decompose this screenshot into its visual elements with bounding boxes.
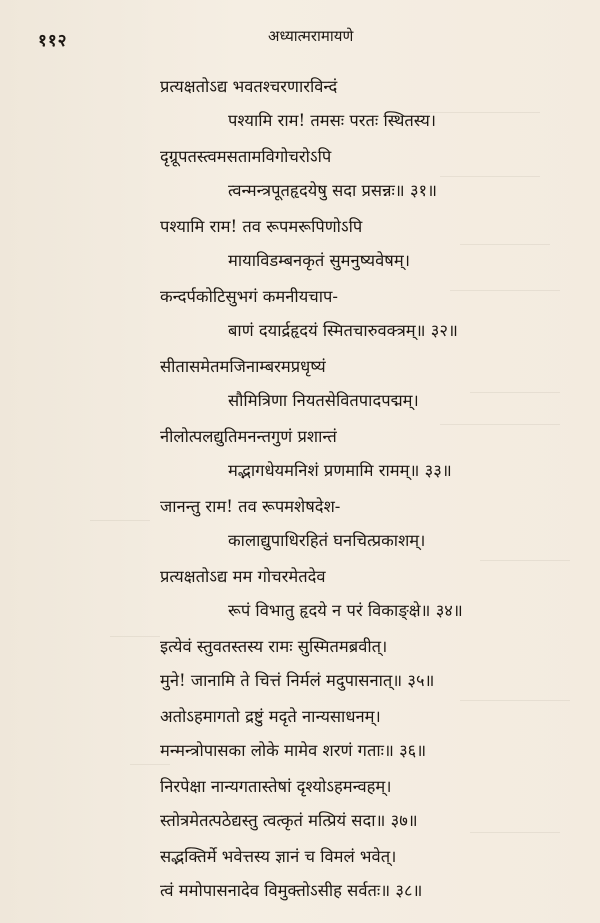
bleed-through-line — [450, 290, 560, 291]
bleed-through-line — [440, 424, 560, 425]
verse-line: दृग्रूपतस्त्वमसतामविगोचरोऽपि — [160, 147, 332, 166]
verse-line: मन्मन्त्रोपासका लोके मामेव शरणं गताः॥ ३६॥ — [160, 741, 427, 760]
bleed-through-line — [90, 520, 150, 521]
page-header — [0, 26, 600, 56]
verse-line: कन्दर्पकोटिसुभगं कमनीयचाप- — [160, 287, 338, 306]
verse-line: पश्यामि राम! तव रूपमरूपिणोऽपि — [160, 217, 363, 236]
verse-line: निरपेक्षा नान्यगतास्तेषां दृश्योऽहमन्वहम्। — [160, 777, 392, 796]
verse-line: त्वन्मन्त्रपूतहृदयेषु सदा प्रसन्नः॥ ३१॥ — [228, 181, 437, 200]
bleed-through-line — [420, 112, 540, 113]
running-title: अध्यात्मरामायणे — [268, 27, 354, 45]
bleed-through-line — [480, 560, 570, 561]
verse-line: सौमित्रिणा नियतसेवितपादपद्मम्। — [228, 391, 419, 410]
verse-line: स्तोत्रमेतत्पठेद्यस्तु त्वत्कृतं मत्प्रियं सदा॥ ३७॥ — [160, 811, 418, 830]
verse-line: प्रत्यक्षतोऽद्य मम गोचरमेतदेव — [160, 567, 326, 586]
bleed-through-line — [460, 244, 550, 245]
page-number: ११२ — [38, 31, 68, 51]
verse-line: इत्येवं स्तुवतस्तस्य रामः सुस्मितमब्रवीत्। — [160, 637, 388, 656]
bleed-through-line — [470, 832, 560, 833]
bleed-through-line — [110, 636, 160, 637]
verse-line: रूपं विभातु हृदये न परं विकाङ्क्षे॥ ३४॥ — [228, 601, 463, 620]
verse-line: त्वं ममोपासनादेव विमुक्तोऽसीह सर्वतः॥ ३८॥ — [160, 881, 423, 900]
verse-line: मुने! जानामि ते चित्तं निर्मलं मदुपासनात्॥ ३५॥ — [160, 671, 435, 690]
verse-line: बाणं दयार्द्रहृदयं स्मितचारुवक्त्रम्॥ ३२॥ — [228, 321, 458, 340]
verse-line: मायाविडम्बनकृतं सुमनुष्यवेषम्। — [228, 251, 410, 270]
verse-line: पश्यामि राम! तमसः परतः स्थितस्य। — [228, 111, 437, 130]
verse-line: सीतासमेतमजिनाम्बरमप्रधृष्यं — [160, 357, 326, 376]
bleed-through-line — [460, 700, 570, 701]
bleed-through-line — [440, 176, 540, 177]
verse-line: मद्भागधेयमनिशं प्रणमामि रामम्॥ ३३॥ — [228, 461, 452, 480]
bleed-through-line — [470, 392, 560, 393]
verse-line: सद्भक्तिर्मे भवेत्तस्य ज्ञानं च विमलं भवेत्। — [160, 847, 397, 866]
verse-line: जानन्तु राम! तव रूपमशेषदेश- — [160, 497, 341, 516]
verse-line: प्रत्यक्षतोऽद्य भवतश्चरणारविन्दं — [160, 77, 338, 96]
verse-line: अतोऽहमागतो द्रष्टुं मदृते नान्यसाधनम्। — [160, 707, 381, 726]
verse-line: नीलोत्पलद्युतिमनन्तगुणं प्रशान्तं — [160, 427, 337, 446]
verse-line: कालाद्युपाधिरहितं घनचित्प्रकाशम्। — [228, 531, 426, 550]
bleed-through-line — [130, 764, 170, 765]
